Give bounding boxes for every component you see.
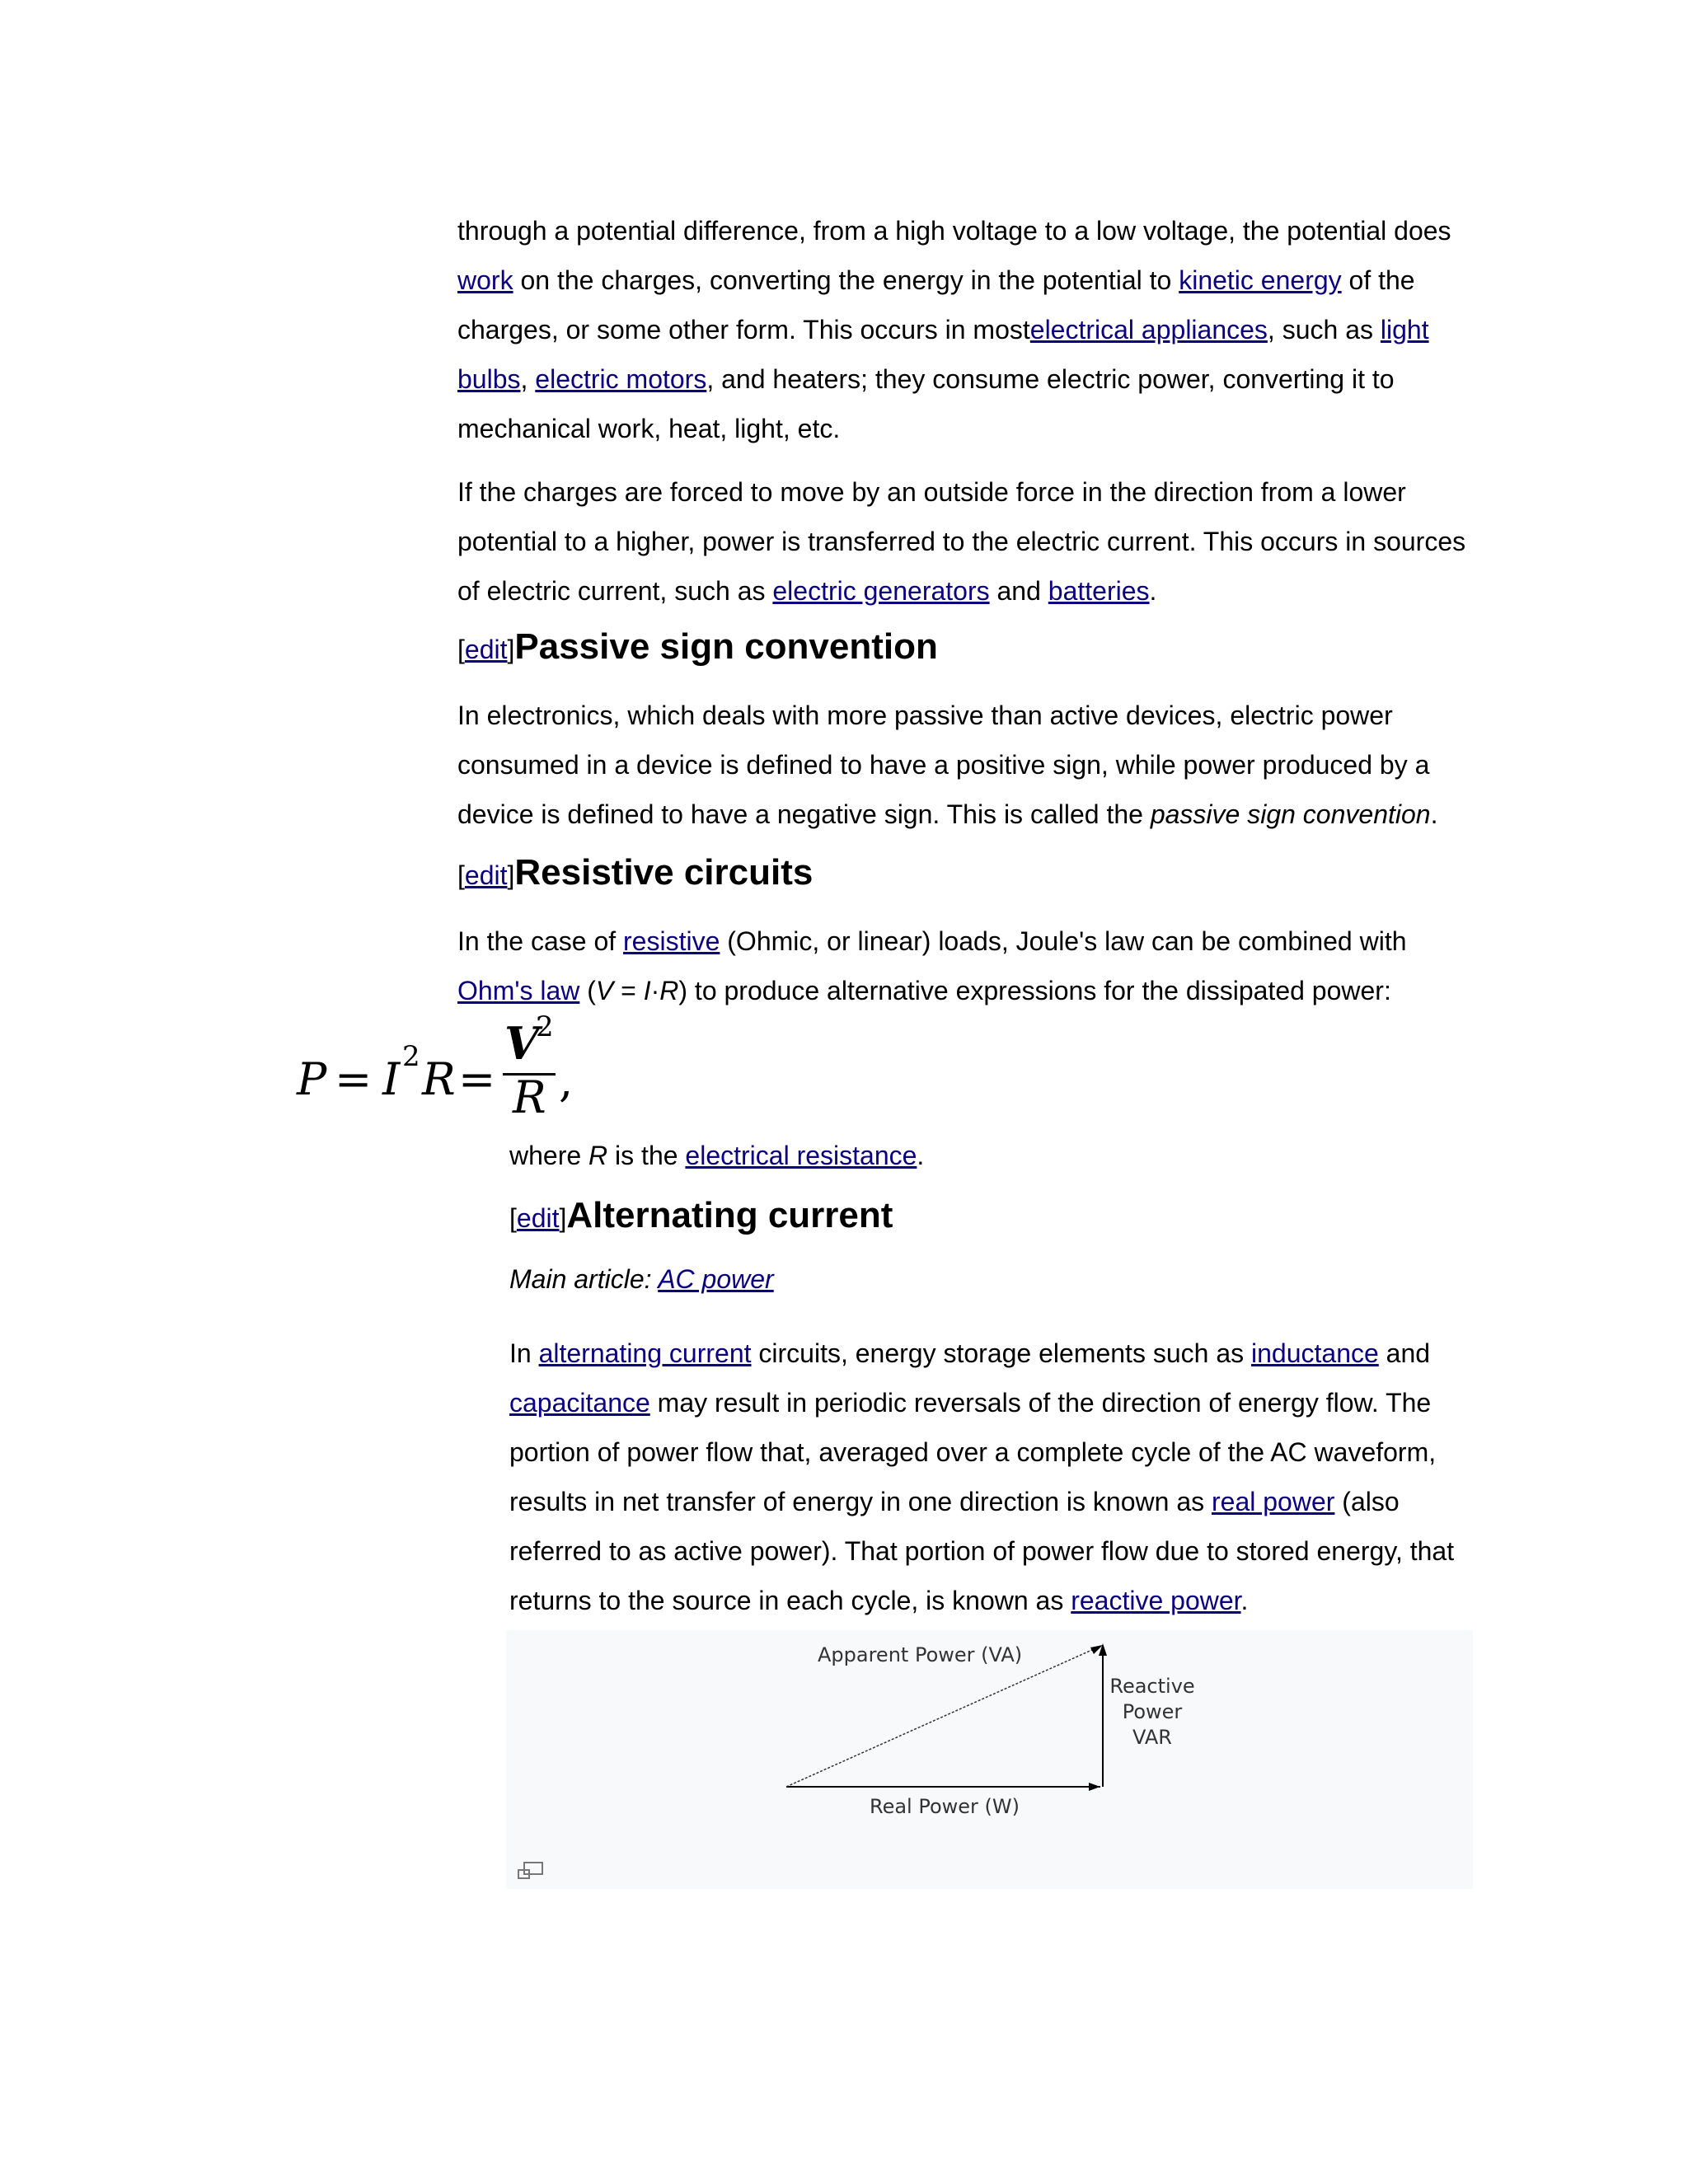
text: may result in periodic reversals of the direction of energy flow. The portion of power flow that, averaged over a complete cycle of the AC waveform, results in net transfer of energy in one direction is known as [509,1388,1437,1516]
text: . [1149,576,1157,606]
paragraph-resistive-loads [457,916,1479,1015]
label-var: VAR [1132,1726,1172,1749]
link-electrical-resistance[interactable]: electrical resistance [685,1141,917,1170]
link-resistive[interactable]: resistive [623,926,720,956]
paragraph-passive-sign [457,691,1479,839]
text: , and heaters; they consume electric power, converting it to mechanical work, heat, light, etc. [457,364,1395,443]
text: and [989,576,1048,606]
paragraph-ac-power [509,1329,1482,1625]
link-light-bulbs[interactable]: light bulbs [457,315,1429,394]
link-work[interactable]: work [457,265,513,295]
link-capacitance[interactable]: capacitance [509,1388,650,1418]
link-batteries[interactable]: batteries [1048,576,1150,606]
var-r: R [588,1141,608,1170]
edit-close-bracket: ] [507,860,515,890]
text: = [613,976,644,1005]
power-formula [297,1010,593,1123]
text: In the case of [457,926,624,956]
emphasis-passive-sign-convention: passive sign convention [1150,799,1431,829]
text: through a potential difference, from a high voltage to a low voltage, the potential does [457,216,1451,246]
text: (also referred to as active power). That portion of power flow due to stored energy, that returns to the source in each cycle, is known as [509,1487,1455,1615]
paragraph-sources [457,467,1479,616]
power-triangle-figure [506,1630,1473,1889]
text: In [509,1338,539,1368]
formula-equals: = [335,1053,373,1105]
reactive-power-arrowhead [1099,1643,1107,1656]
link-kinetic-energy[interactable]: kinetic energy [1179,265,1342,295]
section-heading-resistive [457,852,813,893]
heading-resistive-circuits: Resistive circuits [514,852,814,893]
text: . [917,1141,925,1170]
text: where [509,1141,589,1170]
edit-open-bracket: [ [509,1203,517,1233]
edit-link[interactable]: edit [516,1203,560,1233]
text: circuits, energy storage elements such as [751,1338,1251,1368]
text: on the charges, converting the energy in the potential to [513,265,1179,295]
link-real-power[interactable]: real power [1212,1487,1335,1516]
label-apparent-power: Apparent Power (VA) [818,1643,1023,1666]
apparent-power-line [786,1646,1101,1787]
formula-v: V [504,1017,539,1070]
edit-link[interactable]: edit [464,860,508,890]
enlarge-icon[interactable] [518,1863,542,1878]
formula-r: R [422,1053,456,1105]
text: If the charges are forced to move by an outside force in the direction from a lower potential to a higher, power is transferred to the electric current. This occurs in sources of electric current, such as [457,477,1466,606]
text: , such as [1267,315,1381,344]
edit-link[interactable]: edit [464,635,508,664]
link-electric-motors[interactable]: electric motors [535,364,707,394]
var-r: R [659,976,679,1005]
formula-i: I [382,1053,401,1105]
label-real-power: Real Power (W) [869,1795,1020,1818]
text: of the charges, or some other form. This occurs in most [457,265,1415,344]
var-i: I [643,976,651,1005]
link-electric-generators[interactable]: electric generators [772,576,990,606]
formula-equals: = [458,1053,496,1105]
edit-close-bracket: ] [507,635,515,664]
main-article-note [509,1254,1482,1304]
formula-comma: , [559,1055,574,1107]
edit-open-bracket: [ [457,860,465,890]
section-heading-passive-sign [457,626,938,668]
link-reactive-power[interactable]: reactive power [1071,1586,1241,1615]
label-reactive: Reactive [1109,1675,1195,1698]
edit-close-bracket: ] [559,1203,567,1233]
text: and [1378,1338,1431,1368]
real-power-arrowhead [1089,1783,1100,1791]
edit-open-bracket: [ [457,635,465,664]
label-power: Power [1122,1700,1183,1723]
paragraph-resistance [509,1131,1482,1180]
link-ohms-law[interactable]: Ohm's law [457,976,580,1005]
formula-exponent: 2 [402,1040,420,1073]
main-article-label: Main article: [509,1264,659,1294]
link-alternating-current[interactable]: alternating current [538,1338,752,1368]
heading-passive-sign-convention: Passive sign convention [514,626,938,667]
heading-alternating-current: Alternating current [566,1195,893,1235]
link-electrical-appliances[interactable]: electrical appliances [1029,315,1268,344]
formula-r-denominator: R [513,1071,546,1123]
link-ac-power[interactable]: AC power [658,1264,774,1294]
text: is the [607,1141,686,1170]
text: (Ohmic, or linear) loads, Joule's law can be combined with [720,926,1407,956]
text: . [1240,1586,1249,1615]
text: ( [579,976,596,1005]
paragraph-energy-conversion [457,206,1479,453]
text: · [650,976,660,1005]
formula-v-exponent: 2 [536,1010,554,1043]
power-triangle-diagram [506,1630,1473,1889]
text: In electronics, which deals with more passive than active devices, electric power consumed in a device is defined to have a positive sign, while power produced by a device is defined to have a negative sign. This is called the [457,701,1430,829]
section-heading-alternating-current [509,1195,893,1236]
text: , [520,364,536,394]
formula-p: P [297,1053,327,1105]
text: ) to produce alternative expressions for the dissipated power: [678,976,1391,1005]
var-v: V [595,976,614,1005]
link-inductance[interactable]: inductance [1251,1338,1379,1368]
text: . [1430,799,1438,829]
